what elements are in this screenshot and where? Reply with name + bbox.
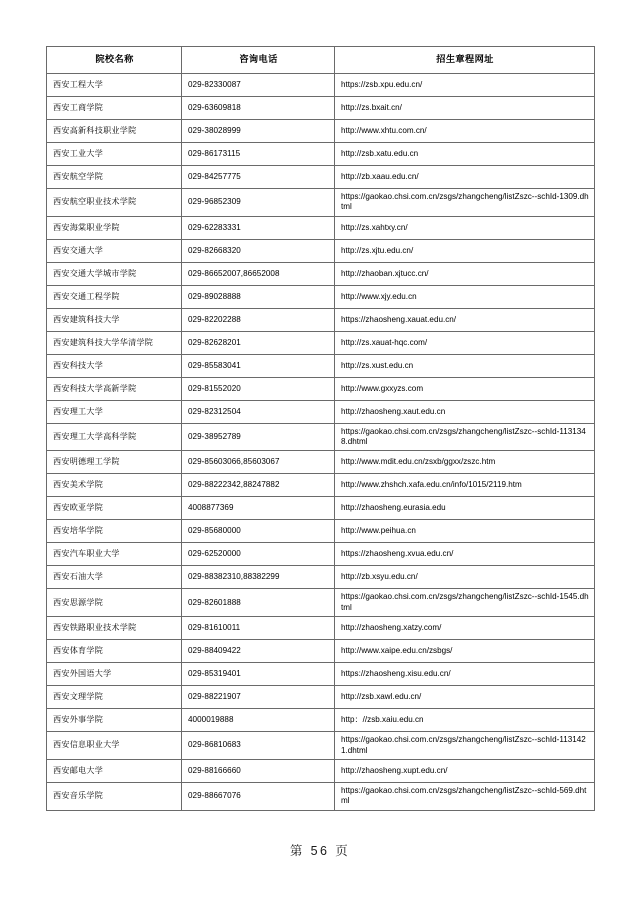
cell-admissions-url[interactable]: http://zb.xsyu.edu.cn/: [335, 566, 595, 589]
cell-college-name: 西安海棠职业学院: [47, 216, 182, 239]
cell-college-name: 西安航空职业技术学院: [47, 189, 182, 217]
cell-phone: 029-86652007,86652008: [182, 262, 335, 285]
cell-phone: 029-62520000: [182, 543, 335, 566]
cell-college-name: 西安美术学院: [47, 474, 182, 497]
table-row: [47, 239, 595, 262]
cell-college-name: 西安汽车职业大学: [47, 543, 182, 566]
cell-phone: 4008877369: [182, 497, 335, 520]
table-row: [47, 640, 595, 663]
cell-admissions-url[interactable]: http://www.gxxyzs.com: [335, 377, 595, 400]
cell-phone: 029-82330087: [182, 74, 335, 97]
cell-admissions-url[interactable]: http://zs.xauat-hqc.com/: [335, 331, 595, 354]
cell-phone: 029-96852309: [182, 189, 335, 217]
table-row: [47, 377, 595, 400]
table-row: [47, 451, 595, 474]
cell-admissions-url[interactable]: http://zhaosheng.xupt.edu.cn/: [335, 759, 595, 782]
table-row: [47, 308, 595, 331]
cell-college-name: 西安音乐学院: [47, 782, 182, 810]
cell-admissions-url[interactable]: http://zhaoban.xjtucc.cn/: [335, 262, 595, 285]
table-row: [47, 74, 595, 97]
cell-admissions-url[interactable]: http://www.xhtu.com.cn/: [335, 120, 595, 143]
cell-college-name: 西安欧亚学院: [47, 497, 182, 520]
cell-phone: 029-85583041: [182, 354, 335, 377]
table-row: [47, 566, 595, 589]
table-row: [47, 285, 595, 308]
cell-college-name: 西安工业大学: [47, 143, 182, 166]
cell-admissions-url[interactable]: https://gaokao.chsi.com.cn/zsgs/zhangcheng/listZszc--schId-569.dhtml: [335, 782, 595, 810]
table-row: [47, 331, 595, 354]
cell-phone: 029-85319401: [182, 663, 335, 686]
cell-admissions-url[interactable]: http://www.mdit.edu.cn/zsxb/ggxx/zszc.htm: [335, 451, 595, 474]
cell-phone: 029-88222342,88247882: [182, 474, 335, 497]
cell-admissions-url[interactable]: http://zsb.xawl.edu.cn/: [335, 686, 595, 709]
column-header-college-name: 院校名称: [47, 47, 182, 74]
cell-admissions-url[interactable]: http://zhaosheng.eurasia.edu: [335, 497, 595, 520]
cell-phone: 029-82601888: [182, 589, 335, 617]
table-row: [47, 782, 595, 810]
cell-admissions-url[interactable]: http://zs.xust.edu.cn: [335, 354, 595, 377]
cell-phone: 029-86173115: [182, 143, 335, 166]
table-row: [47, 400, 595, 423]
table-row: [47, 663, 595, 686]
cell-phone: 029-82628201: [182, 331, 335, 354]
table-row: [47, 759, 595, 782]
cell-admissions-url[interactable]: http://zhaosheng.xatzy.com/: [335, 617, 595, 640]
table-row: [47, 543, 595, 566]
cell-admissions-url[interactable]: http://www.zhshch.xafa.edu.cn/info/1015/2119.htm: [335, 474, 595, 497]
cell-phone: 029-85603066,85603067: [182, 451, 335, 474]
cell-phone: 029-81610011: [182, 617, 335, 640]
cell-phone: 029-86810683: [182, 732, 335, 760]
cell-admissions-url[interactable]: http://zhaosheng.xaut.edu.cn: [335, 400, 595, 423]
cell-college-name: 西安文理学院: [47, 686, 182, 709]
table-row: [47, 120, 595, 143]
cell-phone: 029-38028999: [182, 120, 335, 143]
table-row: [47, 617, 595, 640]
table-row: [47, 354, 595, 377]
table-header: [47, 47, 595, 74]
college-admissions-table: [46, 46, 595, 811]
cell-phone: 029-82668320: [182, 239, 335, 262]
table-row: [47, 423, 595, 451]
table-row: [47, 143, 595, 166]
cell-college-name: 西安航空学院: [47, 166, 182, 189]
cell-phone: 029-88382310,88382299: [182, 566, 335, 589]
cell-admissions-url[interactable]: http://zs.bxait.cn/: [335, 97, 595, 120]
table-row: [47, 189, 595, 217]
cell-college-name: 西安信息职业大学: [47, 732, 182, 760]
table-row: [47, 497, 595, 520]
cell-college-name: 西安交通大学城市学院: [47, 262, 182, 285]
cell-college-name: 西安培华学院: [47, 520, 182, 543]
cell-college-name: 西安科技大学: [47, 354, 182, 377]
cell-college-name: 西安外事学院: [47, 709, 182, 732]
cell-admissions-url[interactable]: http://zb.xaau.edu.cn/: [335, 166, 595, 189]
cell-college-name: 西安邮电大学: [47, 759, 182, 782]
cell-phone: 029-81552020: [182, 377, 335, 400]
cell-college-name: 西安思源学院: [47, 589, 182, 617]
table-row: [47, 216, 595, 239]
table-row: [47, 709, 595, 732]
cell-admissions-url[interactable]: https://gaokao.chsi.com.cn/zsgs/zhangcheng/listZszc--schId-1131348.dhtml: [335, 423, 595, 451]
cell-admissions-url[interactable]: https://zhaosheng.xisu.edu.cn/: [335, 663, 595, 686]
cell-admissions-url[interactable]: https://gaokao.chsi.com.cn/zsgs/zhangcheng/listZszc--schId-1309.dhtml: [335, 189, 595, 217]
cell-admissions-url[interactable]: https://zhaosheng.xauat.edu.cn/: [335, 308, 595, 331]
cell-admissions-url[interactable]: http://www.xaipe.edu.cn/zsbgs/: [335, 640, 595, 663]
cell-college-name: 西安科技大学高新学院: [47, 377, 182, 400]
table-row: [47, 520, 595, 543]
table-row: [47, 262, 595, 285]
column-header-phone: 咨询电话: [182, 47, 335, 74]
table-row: [47, 732, 595, 760]
cell-admissions-url[interactable]: http：//zsb.xaiu.edu.cn: [335, 709, 595, 732]
table-row: [47, 589, 595, 617]
cell-college-name: 西安工商学院: [47, 97, 182, 120]
cell-admissions-url[interactable]: https://gaokao.chsi.com.cn/zsgs/zhangcheng/listZszc--schId-1131421.dhtml: [335, 732, 595, 760]
page-number-footer: 第 56 页: [289, 843, 351, 858]
cell-phone: 4000019888: [182, 709, 335, 732]
cell-phone: 029-82202288: [182, 308, 335, 331]
cell-college-name: 西安铁路职业技术学院: [47, 617, 182, 640]
cell-phone: 029-38952789: [182, 423, 335, 451]
cell-college-name: 西安明德理工学院: [47, 451, 182, 474]
cell-phone: 029-89028888: [182, 285, 335, 308]
table-body: [47, 74, 595, 811]
cell-admissions-url[interactable]: http://zs.xahtxy.cn/: [335, 216, 595, 239]
table-row: [47, 166, 595, 189]
cell-admissions-url[interactable]: http://www.peihua.cn: [335, 520, 595, 543]
cell-college-name: 西安石油大学: [47, 566, 182, 589]
cell-admissions-url[interactable]: https://zsb.xpu.edu.cn/: [335, 74, 595, 97]
cell-college-name: 西安建筑科技大学: [47, 308, 182, 331]
cell-phone: 029-85680000: [182, 520, 335, 543]
cell-phone: 029-82312504: [182, 400, 335, 423]
cell-phone: 029-88409422: [182, 640, 335, 663]
cell-phone: 029-88667076: [182, 782, 335, 810]
cell-phone: 029-84257775: [182, 166, 335, 189]
table-row: [47, 474, 595, 497]
cell-admissions-url[interactable]: https://zhaosheng.xvua.edu.cn/: [335, 543, 595, 566]
cell-college-name: 西安建筑科技大学华清学院: [47, 331, 182, 354]
cell-college-name: 西安工程大学: [47, 74, 182, 97]
column-header-url: 招生章程网址: [335, 47, 595, 74]
cell-college-name: 西安交通工程学院: [47, 285, 182, 308]
cell-admissions-url[interactable]: http://zsb.xatu.edu.cn: [335, 143, 595, 166]
cell-college-name: 西安理工大学: [47, 400, 182, 423]
cell-phone: 029-62283331: [182, 216, 335, 239]
table-header-row: [47, 47, 595, 74]
cell-phone: 029-63609818: [182, 97, 335, 120]
cell-college-name: 西安交通大学: [47, 239, 182, 262]
cell-admissions-url[interactable]: http://www.xjy.edu.cn: [335, 285, 595, 308]
cell-admissions-url[interactable]: http://zs.xjtu.edu.cn/: [335, 239, 595, 262]
cell-college-name: 西安高新科技职业学院: [47, 120, 182, 143]
cell-college-name: 西安外国语大学: [47, 663, 182, 686]
cell-phone: 029-88166660: [182, 759, 335, 782]
cell-admissions-url[interactable]: https://gaokao.chsi.com.cn/zsgs/zhangcheng/listZszc--schId-1545.dhtml: [335, 589, 595, 617]
cell-phone: 029-88221907: [182, 686, 335, 709]
table-row: [47, 97, 595, 120]
cell-college-name: 西安体育学院: [47, 640, 182, 663]
cell-college-name: 西安理工大学高科学院: [47, 423, 182, 451]
table-row: [47, 686, 595, 709]
